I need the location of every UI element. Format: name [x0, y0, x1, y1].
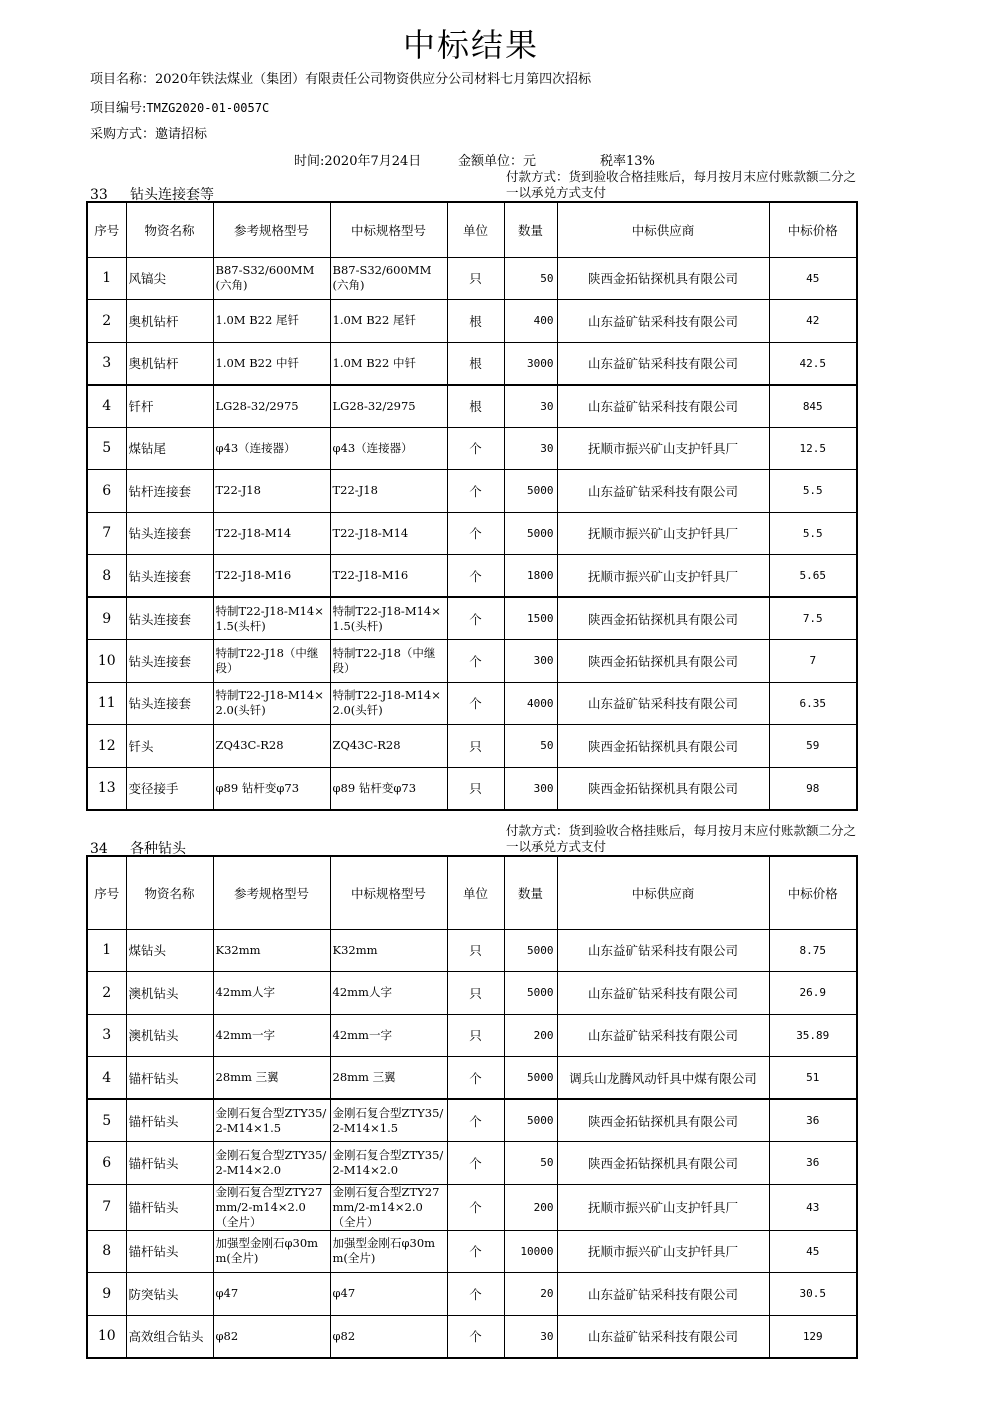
header-quantity: 数量	[504, 202, 557, 257]
cell-ref-spec: ZQ43C-R28	[213, 725, 330, 768]
cell-supplier: 抚顺市振兴矿山支护钎具厂	[557, 555, 769, 598]
cell-price: 45	[769, 257, 857, 300]
cell-unit: 个	[447, 1230, 504, 1273]
cell-supplier: 山东益矿钻采科技有限公司	[557, 682, 769, 725]
cell-supplier: 山东益矿钻采科技有限公司	[557, 342, 769, 385]
cell-win-spec: φ47	[330, 1273, 447, 1316]
cell-supplier: 陕西金拓钻探机具有限公司	[557, 1099, 769, 1142]
table-row	[87, 1142, 857, 1185]
cell-unit: 个	[447, 682, 504, 725]
cell-unit: 只	[447, 767, 504, 810]
header-unit: 单位	[447, 856, 504, 929]
header-unit: 单位	[447, 202, 504, 257]
table-row	[87, 555, 857, 598]
bid-date: 时间:2020年7月24日	[294, 154, 422, 169]
cell-ref-spec: 1.0M B22 尾钎	[213, 300, 330, 343]
cell-win-spec: ZQ43C-R28	[330, 725, 447, 768]
cell-win-spec: 金刚石复合型ZTY35/2-M14×2.0	[330, 1142, 447, 1185]
cell-item-name: 钻头连接套	[126, 555, 213, 598]
cell-seq: 5	[87, 427, 126, 470]
cell-quantity: 300	[504, 767, 557, 810]
cell-unit: 只	[447, 1014, 504, 1057]
cell-unit: 只	[447, 725, 504, 768]
cell-price: 36	[769, 1142, 857, 1185]
cell-supplier: 陕西金拓钻探机具有限公司	[557, 767, 769, 810]
table-row	[87, 1057, 857, 1100]
cell-ref-spec: 1.0M B22 中钎	[213, 342, 330, 385]
cell-item-name: 风镐尖	[126, 257, 213, 300]
cell-seq: 1	[87, 257, 126, 300]
cell-item-name: 钻头连接套	[126, 640, 213, 683]
section-number: 33	[90, 187, 108, 203]
cell-price: 51	[769, 1057, 857, 1100]
cell-quantity: 5000	[504, 470, 557, 513]
cell-price: 5.65	[769, 555, 857, 598]
cell-unit: 个	[447, 640, 504, 683]
cell-price: 35.89	[769, 1014, 857, 1057]
cell-win-spec: φ89 钻杆变φ73	[330, 767, 447, 810]
cell-price: 6.35	[769, 682, 857, 725]
cell-price: 5.5	[769, 512, 857, 555]
cell-seq: 2	[87, 300, 126, 343]
cell-quantity: 400	[504, 300, 557, 343]
cell-quantity: 20	[504, 1273, 557, 1316]
cell-seq: 9	[87, 1273, 126, 1316]
cell-item-name: 锚杆钻头	[126, 1230, 213, 1273]
cell-price: 129	[769, 1315, 857, 1358]
header-quantity: 数量	[504, 856, 557, 929]
cell-seq: 3	[87, 342, 126, 385]
cell-unit: 只	[447, 257, 504, 300]
cell-seq: 13	[87, 767, 126, 810]
cell-win-spec: 42mm一字	[330, 1014, 447, 1057]
cell-supplier: 山东益矿钻采科技有限公司	[557, 1315, 769, 1358]
cell-seq: 4	[87, 385, 126, 428]
header-price: 中标价格	[769, 856, 857, 929]
cell-supplier: 陕西金拓钻探机具有限公司	[557, 597, 769, 640]
cell-unit: 个	[447, 1184, 504, 1230]
cell-quantity: 5000	[504, 972, 557, 1015]
procurement-method: 采购方式：邀请招标	[90, 127, 208, 142]
cell-price: 42.5	[769, 342, 857, 385]
cell-unit: 只	[447, 929, 504, 972]
cell-unit: 个	[447, 470, 504, 513]
table-row	[87, 640, 857, 683]
cell-supplier: 陕西金拓钻探机具有限公司	[557, 640, 769, 683]
table-row	[87, 1315, 857, 1358]
cell-supplier: 山东益矿钻采科技有限公司	[557, 385, 769, 428]
table-row	[87, 929, 857, 972]
section-name: 各种钻头	[130, 841, 186, 857]
cell-ref-spec: T22-J18-M14	[213, 512, 330, 555]
cell-ref-spec: φ89 钻杆变φ73	[213, 767, 330, 810]
cell-win-spec: 金刚石复合型ZTY35/2-M14×1.5	[330, 1099, 447, 1142]
cell-supplier: 陕西金拓钻探机具有限公司	[557, 257, 769, 300]
header-ref-spec: 参考规格型号	[213, 202, 330, 257]
cell-item-name: 锚杆钻头	[126, 1057, 213, 1100]
cell-unit: 根	[447, 342, 504, 385]
cell-seq: 2	[87, 972, 126, 1015]
table-row	[87, 597, 857, 640]
header-supplier: 中标供应商	[557, 856, 769, 929]
cell-unit: 个	[447, 1057, 504, 1100]
cell-win-spec: T22-J18-M16	[330, 555, 447, 598]
cell-price: 845	[769, 385, 857, 428]
cell-unit: 根	[447, 385, 504, 428]
table-row	[87, 682, 857, 725]
cell-price: 8.75	[769, 929, 857, 972]
cell-quantity: 200	[504, 1184, 557, 1230]
cell-supplier: 抚顺市振兴矿山支护钎具厂	[557, 1230, 769, 1273]
cell-supplier: 山东益矿钻采科技有限公司	[557, 470, 769, 513]
cell-win-spec: 特制T22-J18-M14×2.0(头钎)	[330, 682, 447, 725]
project-name: 项目名称：2020年铁法煤业（集团）有限责任公司物资供应分公司材料七月第四次招标	[90, 72, 592, 87]
cell-unit: 个	[447, 512, 504, 555]
cell-item-name: 澳机钻头	[126, 972, 213, 1015]
header-ref-spec: 参考规格型号	[213, 856, 330, 929]
cell-item-name: 钻头连接套	[126, 512, 213, 555]
cell-ref-spec: K32mm	[213, 929, 330, 972]
cell-ref-spec: 28mm 三翼	[213, 1057, 330, 1100]
table-row	[87, 1184, 857, 1230]
cell-price: 59	[769, 725, 857, 768]
cell-item-name: 钻杆连接套	[126, 470, 213, 513]
cell-ref-spec: 金刚石复合型ZTY35/2-M14×2.0	[213, 1142, 330, 1185]
cell-price: 36	[769, 1099, 857, 1142]
cell-supplier: 山东益矿钻采科技有限公司	[557, 972, 769, 1015]
project-number-value: TMZG2020-01-0057C	[146, 101, 270, 115]
cell-ref-spec: 42mm一字	[213, 1014, 330, 1057]
cell-supplier: 抚顺市振兴矿山支护钎具厂	[557, 1184, 769, 1230]
cell-item-name: 锚杆钻头	[126, 1184, 213, 1230]
cell-ref-spec: φ82	[213, 1315, 330, 1358]
cell-win-spec: B87-S32/600MM(六角)	[330, 257, 447, 300]
cell-unit: 个	[447, 1142, 504, 1185]
cell-unit: 个	[447, 597, 504, 640]
table-row	[87, 1099, 857, 1142]
cell-quantity: 50	[504, 1142, 557, 1185]
cell-seq: 9	[87, 597, 126, 640]
cell-unit: 个	[447, 1315, 504, 1358]
cell-quantity: 10000	[504, 1230, 557, 1273]
cell-quantity: 5000	[504, 1057, 557, 1100]
table-row	[87, 972, 857, 1015]
table-header-row	[87, 856, 857, 929]
table-row	[87, 1014, 857, 1057]
cell-seq: 12	[87, 725, 126, 768]
cell-ref-spec: φ43（连接器）	[213, 427, 330, 470]
cell-quantity: 4000	[504, 682, 557, 725]
cell-quantity: 300	[504, 640, 557, 683]
project-number	[90, 97, 269, 116]
cell-ref-spec: LG28-32/2975	[213, 385, 330, 428]
cell-price: 5.5	[769, 470, 857, 513]
cell-supplier: 抚顺市振兴矿山支护钎具厂	[557, 512, 769, 555]
table-row	[87, 342, 857, 385]
cell-seq: 4	[87, 1057, 126, 1100]
cell-ref-spec: B87-S32/600MM(六角)	[213, 257, 330, 300]
section-name: 钻头连接套等	[130, 187, 214, 203]
cell-price: 12.5	[769, 427, 857, 470]
cell-seq: 1	[87, 929, 126, 972]
cell-supplier: 山东益矿钻采科技有限公司	[557, 1273, 769, 1316]
cell-quantity: 200	[504, 1014, 557, 1057]
cell-seq: 7	[87, 1184, 126, 1230]
header-win-spec: 中标规格型号	[330, 202, 447, 257]
table-row	[87, 257, 857, 300]
cell-seq: 10	[87, 640, 126, 683]
cell-win-spec: LG28-32/2975	[330, 385, 447, 428]
table-row	[87, 385, 857, 428]
cell-win-spec: 42mm人字	[330, 972, 447, 1015]
table-header-row	[87, 202, 857, 257]
cell-win-spec: φ82	[330, 1315, 447, 1358]
project-number-label: 项目编号:	[90, 101, 147, 116]
cell-ref-spec: 加强型金刚石φ30mm(全片)	[213, 1230, 330, 1273]
header-item-name: 物资名称	[126, 202, 213, 257]
cell-ref-spec: φ47	[213, 1273, 330, 1316]
cell-price: 43	[769, 1184, 857, 1230]
cell-supplier: 陕西金拓钻探机具有限公司	[557, 725, 769, 768]
cell-seq: 7	[87, 512, 126, 555]
section-number: 34	[90, 841, 108, 857]
bid-table-34	[86, 855, 858, 1359]
table-row	[87, 767, 857, 810]
cell-supplier: 山东益矿钻采科技有限公司	[557, 929, 769, 972]
cell-price: 45	[769, 1230, 857, 1273]
cell-item-name: 煤钻尾	[126, 427, 213, 470]
cell-unit: 根	[447, 300, 504, 343]
table-row	[87, 512, 857, 555]
cell-price: 98	[769, 767, 857, 810]
header-seq: 序号	[87, 202, 126, 257]
cell-win-spec: T22-J18-M14	[330, 512, 447, 555]
cell-seq: 5	[87, 1099, 126, 1142]
cell-seq: 3	[87, 1014, 126, 1057]
cell-supplier: 山东益矿钻采科技有限公司	[557, 300, 769, 343]
cell-item-name: 高效组合钻头	[126, 1315, 213, 1358]
cell-quantity: 1500	[504, 597, 557, 640]
cell-ref-spec: 特制T22-J18-M14×2.0(头钎)	[213, 682, 330, 725]
cell-ref-spec: T22-J18-M16	[213, 555, 330, 598]
cell-ref-spec: 特制T22-J18-M14×1.5(头杆)	[213, 597, 330, 640]
cell-item-name: 钻头连接套	[126, 682, 213, 725]
cell-quantity: 1800	[504, 555, 557, 598]
cell-quantity: 30	[504, 427, 557, 470]
cell-item-name: 变径接手	[126, 767, 213, 810]
cell-win-spec: φ43（连接器）	[330, 427, 447, 470]
table-row	[87, 1273, 857, 1316]
cell-ref-spec: 特制T22-J18（中继段）	[213, 640, 330, 683]
payment-terms-33: 付款方式：货到验收合格挂账后，每月按月末应付账款额二分之一以承兑方式支付	[506, 169, 857, 200]
cell-win-spec: 金刚石复合型ZTY27mm/2-m14×2.0（全片）	[330, 1184, 447, 1230]
table-row	[87, 725, 857, 768]
cell-win-spec: K32mm	[330, 929, 447, 972]
cell-win-spec: 加强型金刚石φ30mm(全片)	[330, 1230, 447, 1273]
cell-supplier: 山东益矿钻采科技有限公司	[557, 1014, 769, 1057]
cell-seq: 8	[87, 1230, 126, 1273]
cell-seq: 6	[87, 1142, 126, 1185]
cell-win-spec: 特制T22-J18-M14×1.5(头杆)	[330, 597, 447, 640]
cell-price: 7	[769, 640, 857, 683]
table-row	[87, 470, 857, 513]
cell-unit: 个	[447, 1273, 504, 1316]
cell-ref-spec: T22-J18	[213, 470, 330, 513]
cell-quantity: 50	[504, 725, 557, 768]
cell-ref-spec: 金刚石复合型ZTY27mm/2-m14×2.0（全片）	[213, 1184, 330, 1230]
cell-win-spec: 1.0M B22 中钎	[330, 342, 447, 385]
cell-supplier: 抚顺市振兴矿山支护钎具厂	[557, 427, 769, 470]
header-seq: 序号	[87, 856, 126, 929]
cell-item-name: 钎杆	[126, 385, 213, 428]
cell-item-name: 锚杆钻头	[126, 1099, 213, 1142]
cell-item-name: 钎头	[126, 725, 213, 768]
cell-unit: 个	[447, 427, 504, 470]
cell-supplier: 调兵山龙腾风动钎具中煤有限公司	[557, 1057, 769, 1100]
cell-quantity: 30	[504, 1315, 557, 1358]
cell-quantity: 50	[504, 257, 557, 300]
cell-quantity: 3000	[504, 342, 557, 385]
cell-quantity: 5000	[504, 929, 557, 972]
cell-quantity: 5000	[504, 1099, 557, 1142]
cell-item-name: 锚杆钻头	[126, 1142, 213, 1185]
cell-price: 26.9	[769, 972, 857, 1015]
header-supplier: 中标供应商	[557, 202, 769, 257]
payment-terms-34: 付款方式：货到验收合格挂账后，每月按月末应付账款额二分之一以承兑方式支付	[506, 823, 857, 854]
cell-seq: 10	[87, 1315, 126, 1358]
cell-win-spec: 1.0M B22 尾钎	[330, 300, 447, 343]
cell-ref-spec: 金刚石复合型ZTY35/2-M14×1.5	[213, 1099, 330, 1142]
cell-price: 7.5	[769, 597, 857, 640]
header-item-name: 物资名称	[126, 856, 213, 929]
cell-seq: 11	[87, 682, 126, 725]
cell-unit: 个	[447, 1099, 504, 1142]
table-row	[87, 1230, 857, 1273]
tax-rate: 税率13%	[600, 154, 655, 169]
cell-item-name: 澳机钻头	[126, 1014, 213, 1057]
cell-supplier: 陕西金拓钻探机具有限公司	[557, 1142, 769, 1185]
cell-item-name: 防突钻头	[126, 1273, 213, 1316]
page-title: 中标结果	[402, 26, 539, 64]
cell-ref-spec: 42mm人字	[213, 972, 330, 1015]
table-row	[87, 300, 857, 343]
header-price: 中标价格	[769, 202, 857, 257]
header-win-spec: 中标规格型号	[330, 856, 447, 929]
cell-item-name: 奥机钻杆	[126, 342, 213, 385]
cell-unit: 只	[447, 972, 504, 1015]
cell-quantity: 5000	[504, 512, 557, 555]
cell-seq: 8	[87, 555, 126, 598]
cell-item-name: 钻头连接套	[126, 597, 213, 640]
cell-unit: 个	[447, 555, 504, 598]
cell-win-spec: T22-J18	[330, 470, 447, 513]
cell-price: 42	[769, 300, 857, 343]
currency-unit: 金额单位：元	[458, 154, 537, 169]
cell-win-spec: 特制T22-J18（中继段）	[330, 640, 447, 683]
cell-item-name: 奥机钻杆	[126, 300, 213, 343]
table-row	[87, 427, 857, 470]
cell-seq: 6	[87, 470, 126, 513]
cell-price: 30.5	[769, 1273, 857, 1316]
cell-item-name: 煤钻头	[126, 929, 213, 972]
cell-quantity: 30	[504, 385, 557, 428]
bid-table-33	[86, 201, 858, 811]
cell-win-spec: 28mm 三翼	[330, 1057, 447, 1100]
